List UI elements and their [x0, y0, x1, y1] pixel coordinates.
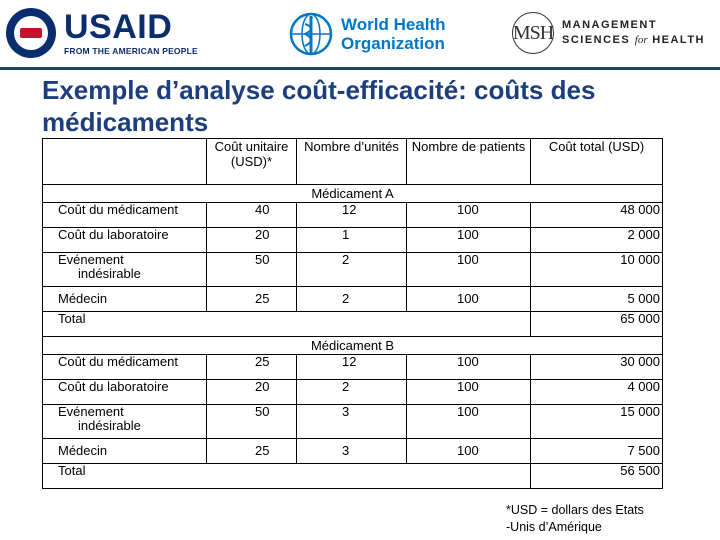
- row-label: Coût du médicament: [43, 203, 207, 228]
- patients-cell: 100: [407, 355, 531, 380]
- usaid-tagline: FROM THE AMERICAN PEOPLE: [64, 46, 198, 56]
- patients-cell: 100: [407, 405, 531, 439]
- units-cell: 12: [297, 355, 407, 380]
- table-row: [43, 228, 663, 253]
- unit-cost-cell: 40: [207, 203, 297, 228]
- msh-logo: [512, 12, 705, 54]
- total-row: [43, 312, 663, 337]
- row-label: Coût du laboratoire: [43, 380, 207, 405]
- cost-table: [42, 138, 663, 489]
- row-label: Coût du laboratoire: [43, 228, 207, 253]
- unit-cost-cell: 50: [207, 405, 297, 439]
- row-label: Médecin: [43, 439, 207, 464]
- patients-cell: 100: [407, 228, 531, 253]
- usaid-seal-icon: [6, 8, 56, 58]
- units-cell: 3: [297, 439, 407, 464]
- total-cost-cell: 10 000: [531, 253, 663, 287]
- total-value: 65 000: [531, 312, 663, 337]
- column-header-unit-cost: Coût unitaire (USD)*: [207, 139, 297, 185]
- msh-mark-icon: MSH: [512, 12, 554, 54]
- table-row: [43, 439, 663, 464]
- total-cost-cell: 4 000: [531, 380, 663, 405]
- msh-line-2: SCIENCES for HEALTH: [562, 34, 705, 46]
- total-label: Total: [43, 464, 531, 489]
- msh-line-1: MANAGEMENT: [562, 19, 658, 31]
- table-row: [43, 405, 663, 439]
- units-cell: 2: [297, 253, 407, 287]
- unit-cost-cell: 25: [207, 287, 297, 312]
- patients-cell: 100: [407, 203, 531, 228]
- column-header-patients: Nombre de patients: [407, 139, 531, 185]
- units-cell: 3: [297, 405, 407, 439]
- table-row: [43, 287, 663, 312]
- unit-cost-cell: 25: [207, 355, 297, 380]
- unit-cost-cell: 20: [207, 380, 297, 405]
- row-label: Médecin: [43, 287, 207, 312]
- total-label: Total: [43, 312, 531, 337]
- total-cost-cell: 7 500: [531, 439, 663, 464]
- unit-cost-cell: 25: [207, 439, 297, 464]
- usaid-logo: [6, 8, 198, 58]
- row-label: Coût du médicament: [43, 355, 207, 380]
- total-row: [43, 464, 663, 489]
- table-row: [43, 355, 663, 380]
- column-header-total-cost: Coût total (USD): [531, 139, 663, 185]
- units-cell: 2: [297, 380, 407, 405]
- header-rule: [0, 67, 720, 70]
- unit-cost-cell: 50: [207, 253, 297, 287]
- section-title: Médicament B: [43, 337, 663, 355]
- who-emblem-icon: [287, 10, 335, 58]
- patients-cell: 100: [407, 253, 531, 287]
- column-header-label: [43, 139, 207, 185]
- column-header-units: Nombre d’unités: [297, 139, 407, 185]
- who-line-1: World Health: [341, 15, 446, 34]
- table-row: [43, 380, 663, 405]
- row-label: Evénement indésirable: [43, 405, 207, 439]
- total-cost-cell: 30 000: [531, 355, 663, 380]
- units-cell: 12: [297, 203, 407, 228]
- who-line-2: Organization: [341, 34, 445, 53]
- unit-cost-cell: 20: [207, 228, 297, 253]
- footnote-line-1: *USD = dollars des Etats: [506, 503, 644, 517]
- total-cost-cell: 15 000: [531, 405, 663, 439]
- total-value: 56 500: [531, 464, 663, 489]
- table-row: [43, 203, 663, 228]
- total-cost-cell: 5 000: [531, 287, 663, 312]
- patients-cell: 100: [407, 287, 531, 312]
- footnote-line-2: -Unis d’Amérique: [506, 520, 602, 534]
- total-cost-cell: 48 000: [531, 203, 663, 228]
- footnote: [506, 502, 706, 536]
- units-cell: 1: [297, 228, 407, 253]
- patients-cell: 100: [407, 439, 531, 464]
- table-header-row: [43, 139, 663, 185]
- who-logo: [287, 10, 446, 58]
- section-title: Médicament A: [43, 185, 663, 203]
- patients-cell: 100: [407, 380, 531, 405]
- usaid-wordmark: USAID: [64, 8, 173, 46]
- row-label: Evénement indésirable: [43, 253, 207, 287]
- page-title: Exemple d’analyse coût-efficacité: coûts des médicaments: [42, 75, 596, 137]
- total-cost-cell: 2 000: [531, 228, 663, 253]
- table-row: [43, 253, 663, 287]
- units-cell: 2: [297, 287, 407, 312]
